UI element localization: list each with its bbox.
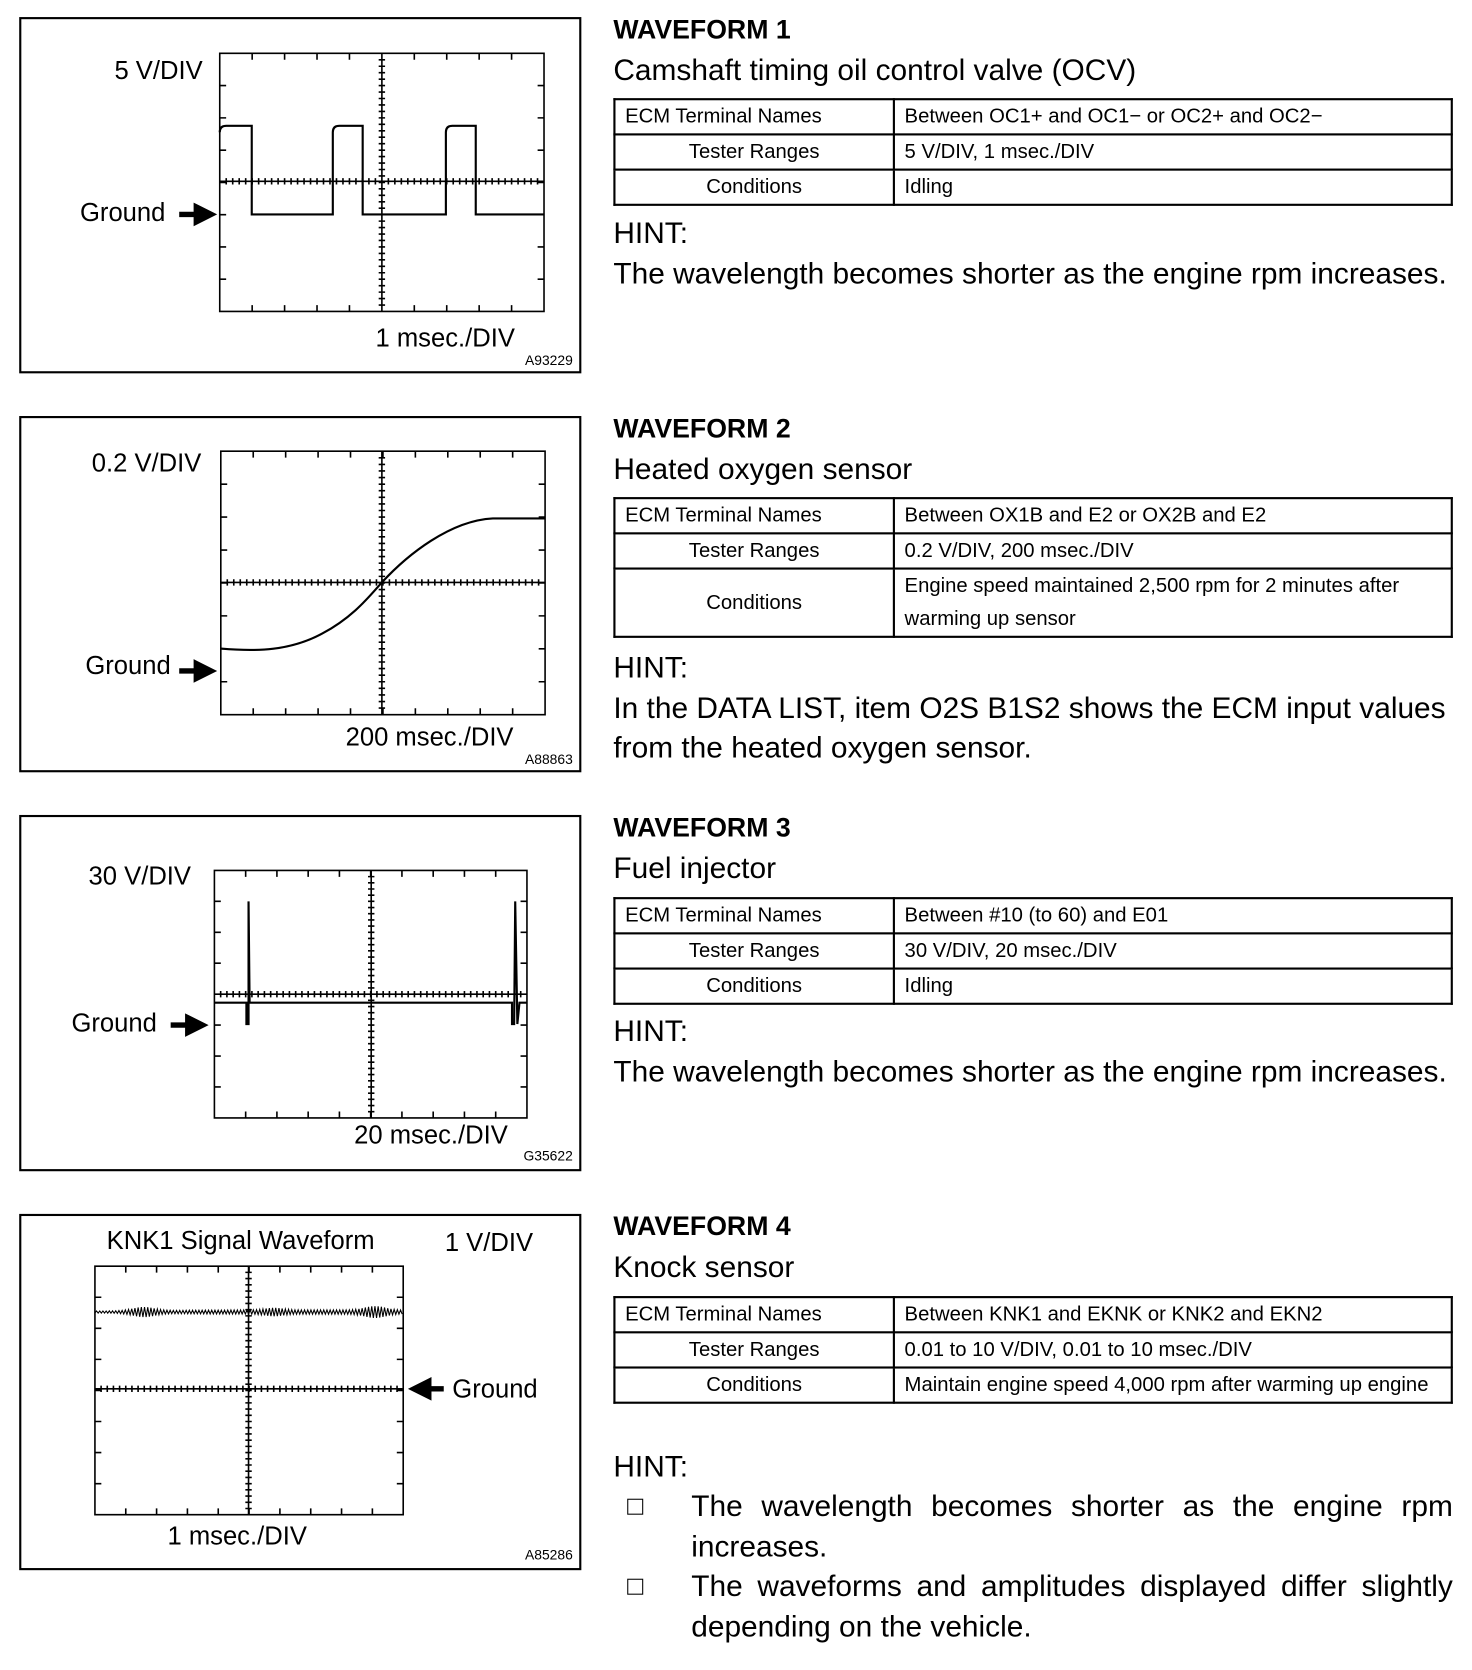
ecm-value: Between OX1B and E2 or OX2B and E2 xyxy=(894,498,1452,533)
hint-text: The wavelength becomes shorter as the engine rpm increases. xyxy=(613,1054,1447,1089)
conditions-label: Conditions xyxy=(614,1368,893,1403)
hint-text-line-1: In the DATA LIST, item O2S B1S2 shows the ECM input values xyxy=(613,691,1446,725)
waveform-4-heading: WAVEFORM 4 xyxy=(613,1211,791,1242)
ecm-label: ECM Terminal Names xyxy=(614,498,893,533)
time-per-div-label: 1 msec./DIV xyxy=(167,1522,307,1551)
ground-arrow-icon xyxy=(171,1018,203,1033)
ground-arrow-icon xyxy=(179,207,211,222)
scope-graticule xyxy=(214,870,527,1117)
figure-code: A93229 xyxy=(524,352,573,369)
waveform-3-table xyxy=(613,897,1452,1005)
hint-item: The wavelength becomes shorter as the engine rpm increases. xyxy=(691,1489,1453,1563)
hint-label: HINT: xyxy=(613,1449,689,1483)
conditions-value: Maintain engine speed 4,000 rpm after warming up engine xyxy=(894,1368,1452,1403)
ecm-value: Between KNK1 and EKNK or KNK2 and EKN2 xyxy=(894,1297,1452,1332)
figure-code: G35622 xyxy=(523,1147,573,1164)
waveform-2-table xyxy=(613,497,1452,638)
ground-label: Ground xyxy=(80,198,166,228)
ecm-value: Between OC1+ and OC1− or OC2+ and OC2− xyxy=(894,99,1452,134)
tester-label: Tester Ranges xyxy=(614,933,893,968)
time-per-div-label: 1 msec./DIV xyxy=(375,324,515,354)
waveform-2-figure xyxy=(19,416,581,772)
tester-value: 0.2 V/DIV, 200 msec./DIV xyxy=(894,533,1452,568)
conditions-value: Engine speed maintained 2,500 rpm for 2 minutes after warming up sensor xyxy=(894,569,1452,637)
volts-per-div-label: 1 V/DIV xyxy=(444,1228,534,1258)
ecm-label: ECM Terminal Names xyxy=(614,898,893,933)
waveform-1-heading: WAVEFORM 1 xyxy=(613,14,791,45)
ground-label: Ground xyxy=(452,1374,538,1404)
time-per-div-label: 200 msec./DIV xyxy=(345,723,514,753)
conditions-label: Conditions xyxy=(614,170,893,205)
scope-graticule xyxy=(221,451,545,714)
tester-value: 30 V/DIV, 20 msec./DIV xyxy=(894,933,1452,968)
scope-graticule xyxy=(220,53,544,311)
volts-per-div-label: 5 V/DIV xyxy=(114,56,203,86)
waveform-2-heading: WAVEFORM 2 xyxy=(613,413,791,444)
conditions-label: Conditions xyxy=(614,569,893,637)
tester-label: Tester Ranges xyxy=(614,134,893,169)
waveform-3-subtitle: Fuel injector xyxy=(613,851,777,885)
hint-item: The waveforms and amplitudes displayed differ slightly depending on the vehicle. xyxy=(691,1569,1453,1643)
ground-label: Ground xyxy=(71,1009,157,1038)
waveform-4-table xyxy=(613,1296,1452,1404)
ecm-label: ECM Terminal Names xyxy=(614,99,893,134)
hint-label: HINT: xyxy=(613,650,689,684)
checkbox-bullet-icon xyxy=(627,1579,643,1595)
hint-text: The wavelength becomes shorter as the engine rpm increases. xyxy=(613,257,1447,291)
time-per-div-label: 20 msec./DIV xyxy=(354,1121,508,1150)
figure-code: A88863 xyxy=(524,750,573,767)
waveform-1-table xyxy=(613,98,1452,206)
hint-text-line-2: from the heated oxygen sensor. xyxy=(613,730,1032,764)
waveform-4-subtitle: Knock sensor xyxy=(613,1250,795,1284)
tester-value: 0.01 to 10 V/DIV, 0.01 to 10 msec./DIV xyxy=(894,1332,1452,1367)
waveform-1-scope xyxy=(21,19,579,371)
ground-arrow-icon xyxy=(179,663,211,678)
waveform-3-figure xyxy=(19,815,581,1171)
ecm-value: Between #10 (to 60) and E01 xyxy=(894,898,1452,933)
conditions-label: Conditions xyxy=(614,969,893,1004)
waveform-1-figure xyxy=(19,17,581,373)
waveform-1-subtitle: Camshaft timing oil control valve (OCV) xyxy=(613,53,1137,87)
waveform-4-figure xyxy=(19,1214,581,1570)
figure-title: KNK1 Signal Waveform xyxy=(106,1226,375,1256)
waveform-3-heading: WAVEFORM 3 xyxy=(613,812,791,843)
scope-graticule xyxy=(95,1266,403,1515)
tester-label: Tester Ranges xyxy=(614,1332,893,1367)
tester-value: 5 V/DIV, 1 msec./DIV xyxy=(894,134,1452,169)
figure-code: A85286 xyxy=(524,1546,573,1563)
ground-label: Ground xyxy=(85,651,171,681)
tester-label: Tester Ranges xyxy=(614,533,893,568)
conditions-value: Idling xyxy=(894,969,1452,1004)
conditions-value: Idling xyxy=(894,170,1452,205)
checkbox-bullet-icon xyxy=(627,1499,643,1515)
waveform-2-subtitle: Heated oxygen sensor xyxy=(613,452,913,486)
hint-label: HINT: xyxy=(613,1014,689,1048)
hint-label: HINT: xyxy=(613,216,689,250)
volts-per-div-label: 30 V/DIV xyxy=(88,861,191,891)
volts-per-div-label: 0.2 V/DIV xyxy=(91,449,202,478)
ground-arrow-icon xyxy=(414,1381,444,1396)
ecm-label: ECM Terminal Names xyxy=(614,1297,893,1332)
